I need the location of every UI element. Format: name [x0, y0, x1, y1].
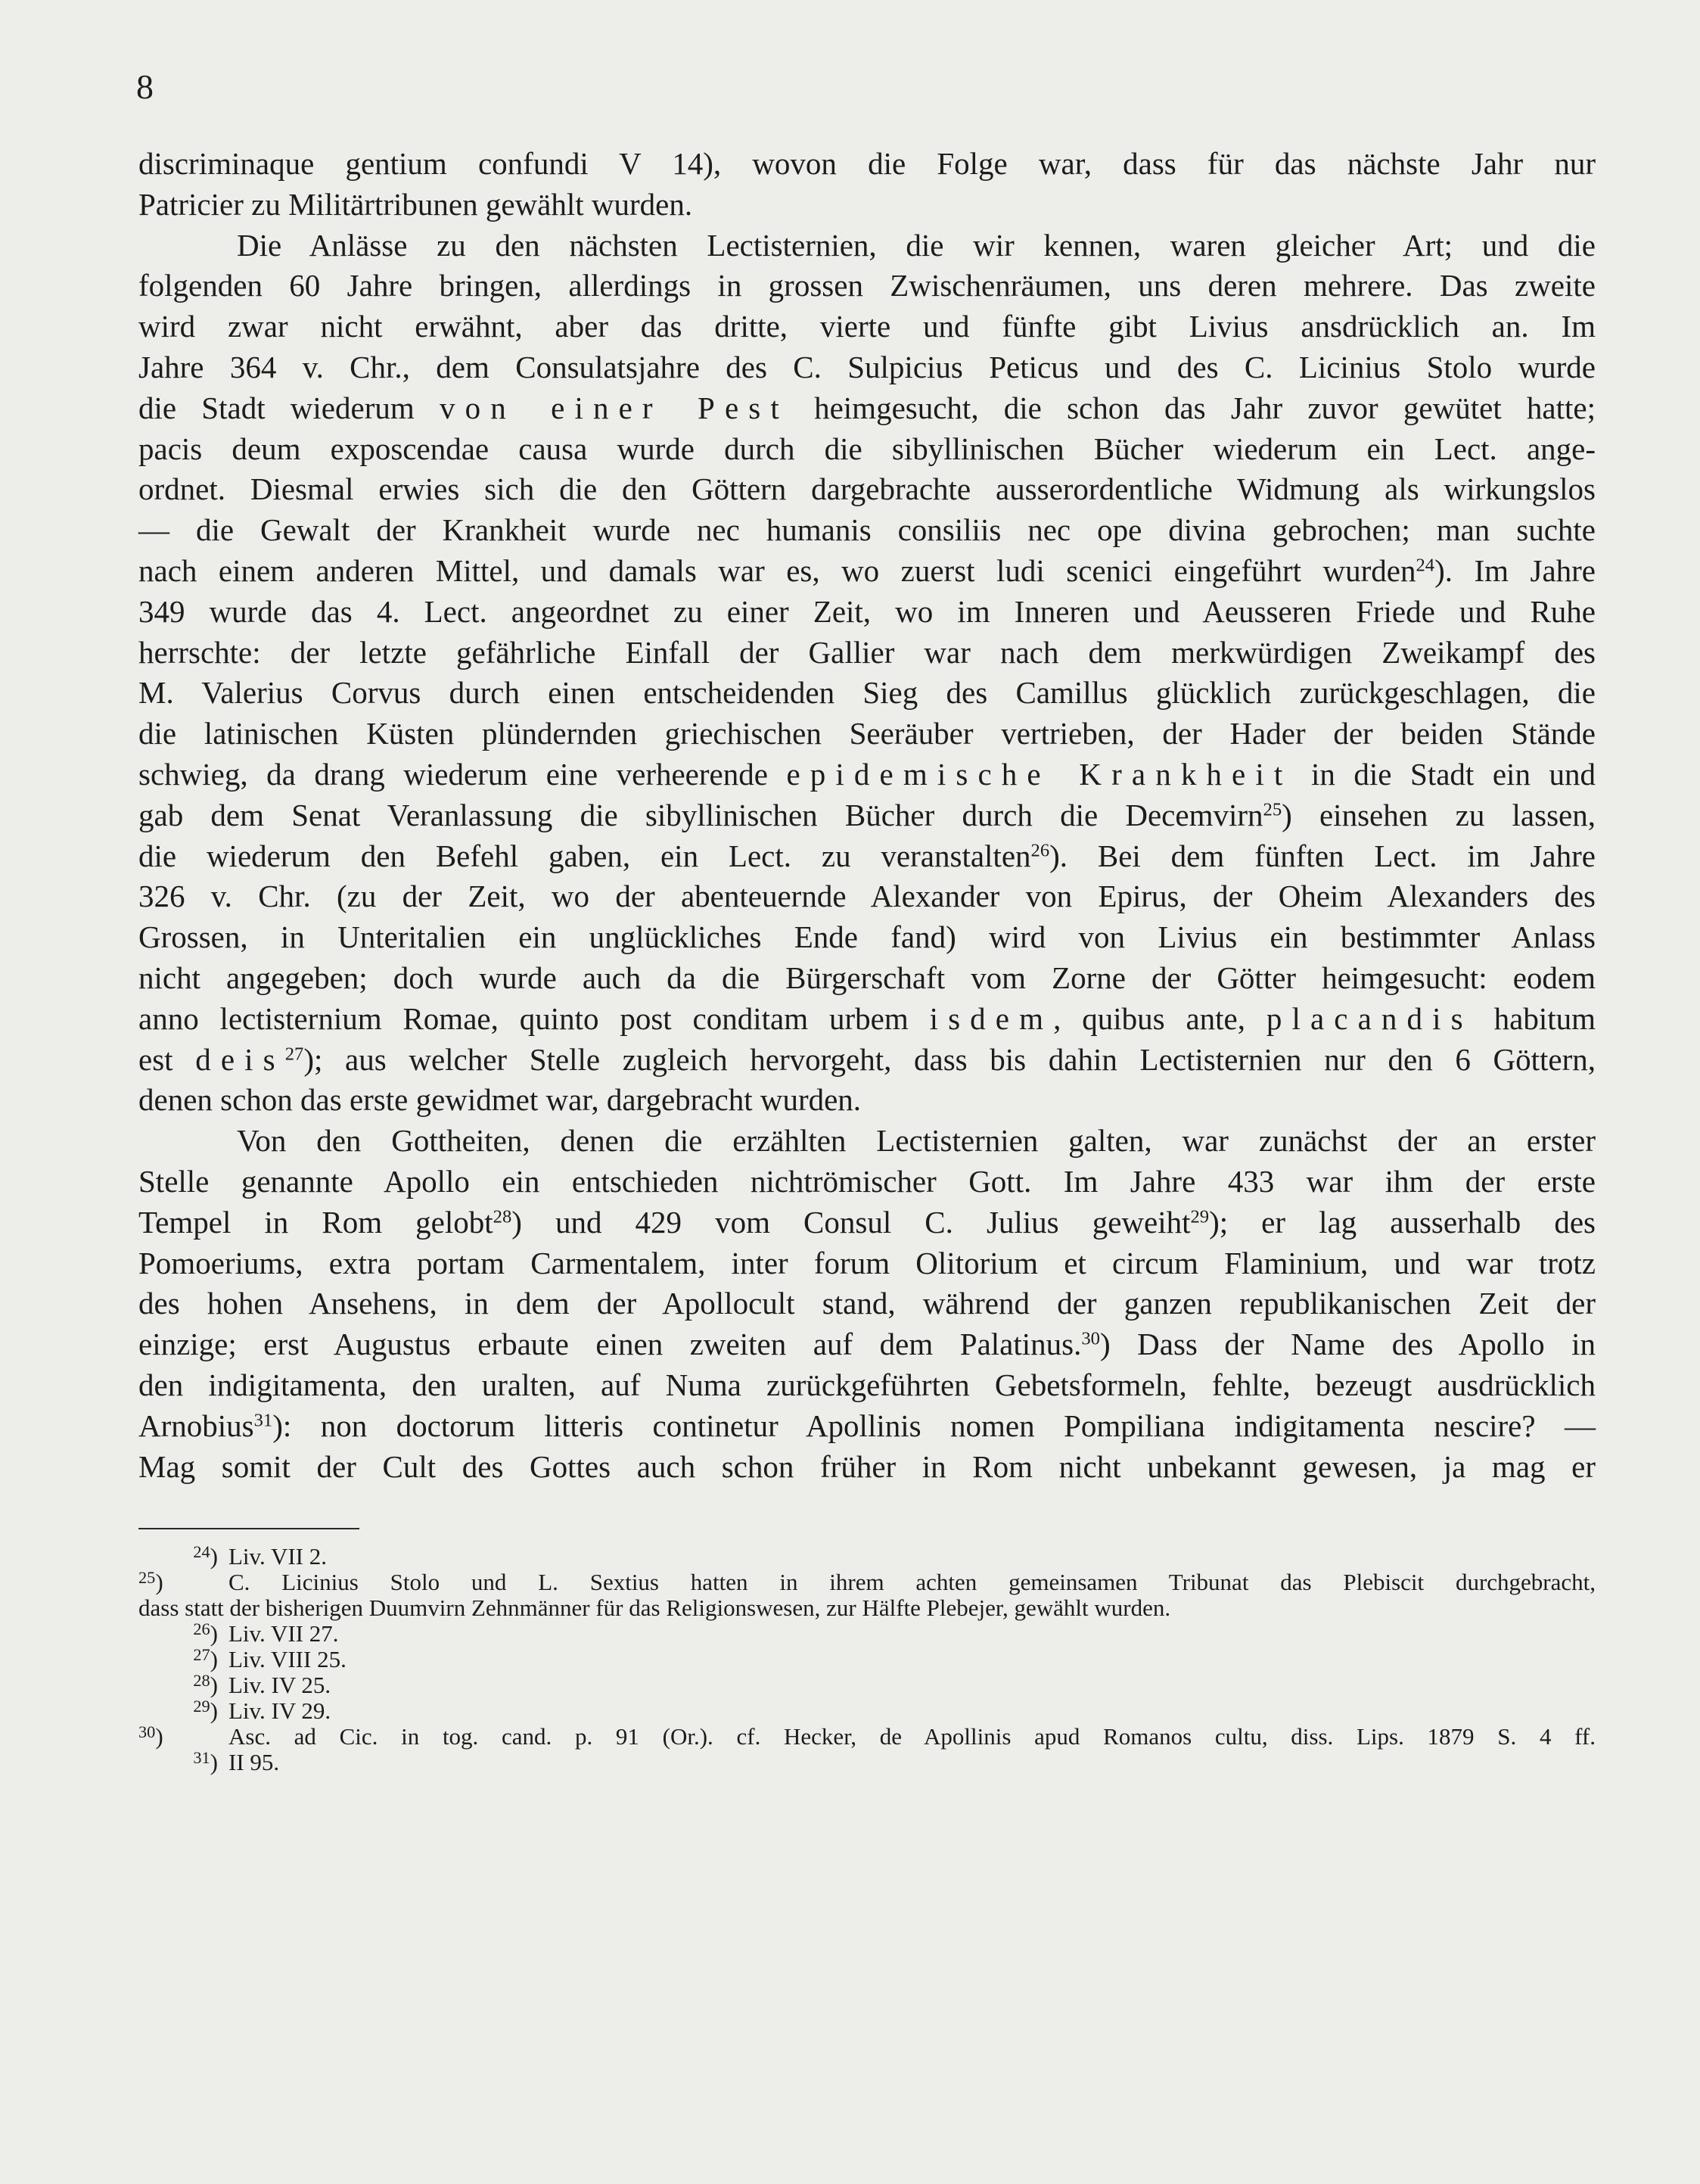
footnote-text: dass statt der bisherigen Duumvirn Zehnmänner für das Religionswesen, zur Hälfte Plebejer, gewählt wurden.: [138, 1594, 1171, 1621]
footnotes: [138, 1544, 1596, 1775]
text-run: folgenden 60 Jahre bringen, allerdings in grossen Zwischenräumen, uns deren mehrere. Das zweite: [138, 268, 1596, 303]
text-run: nicht angegeben; doch wurde auch da die Bürgerschaft vom Zorne der Götter heimgesucht: eodem: [138, 960, 1596, 995]
text-run: ). Bei dem fünften Lect. im Jahre: [1049, 838, 1596, 873]
text-run: ). Im Jahre: [1434, 552, 1596, 588]
text-line: [138, 1202, 1596, 1243]
footnote-number-value: 31: [193, 1748, 210, 1768]
footnote-text: Liv. IV 25.: [228, 1672, 331, 1698]
text-run: einzige; erst Augustus erbaute einen zweiten auf dem Palatinus.: [138, 1327, 1082, 1362]
text-run: des hohen Ansehens, in dem der Apollocult stand, während der ganzen republikanischen Zeit der: [138, 1286, 1596, 1321]
footnote: [138, 1647, 1596, 1672]
footnote-number: $^{29}$): [193, 1697, 218, 1724]
footnote-text: Asc. ad Cic. in tog. cand. p. 91 (Or.). cf. Hecker, de Apollinis apud Romanos cultu, diss. Lips. 1879 S. 4 ff.: [228, 1723, 1596, 1750]
footnote: [138, 1595, 1596, 1621]
text-line: [138, 714, 1596, 754]
text-line: [138, 917, 1596, 958]
text-run: die wiederum den Befehl gaben, ein Lect. zu veranstalten: [138, 838, 1031, 873]
spaced-text: epidemische Krankheit: [786, 756, 1293, 792]
text-line: [138, 836, 1596, 877]
text-line: [138, 673, 1596, 714]
text-run: ); er lag ausserhalb des: [1209, 1204, 1596, 1240]
footnote-text: Liv. VII 2.: [228, 1543, 328, 1570]
text-run: ) einsehen zu lassen,: [1282, 797, 1596, 832]
text-line: [138, 958, 1596, 999]
text-run: Pomoeriums, extra portam Carmentalem, inter forum Olitorium et circum Flaminium, und war trotz: [138, 1245, 1596, 1280]
footnote-rule: [138, 1528, 359, 1529]
text-line: [138, 1040, 1596, 1081]
text-run: gab dem Senat Veranlassung die sibyllinischen Bücher durch die Decemvirn: [138, 797, 1263, 832]
text-run: discriminaque gentium confundi V 14), wovon die Folge war, dass für das nächste Jahr nur: [138, 146, 1596, 181]
footnote-number-value: 25: [138, 1568, 156, 1588]
text-run: est: [138, 1041, 196, 1077]
text-run: Tempel in Rom gelobt: [138, 1204, 493, 1240]
footnote-number-value: 24: [193, 1542, 210, 1562]
text-run: ordnet. Diesmal erwies sich die den Göttern dargebrachte ausserordentliche Widmung als wirkungslos: [138, 471, 1596, 507]
text-line: [138, 266, 1596, 306]
text-run: den indigitamenta, den uralten, auf Numa zurückgeführten Gebetsformeln, fehlte, bezeugt ausdrücklich: [138, 1367, 1596, 1402]
text-line: [138, 1243, 1596, 1284]
text-run: Stelle genannte Apollo ein entschieden nichtrömischer Gott. Im Jahre 433 war ihm der erste: [138, 1163, 1596, 1199]
text-line: [138, 754, 1596, 795]
text-line: [138, 1365, 1596, 1406]
text-run: ): non doctorum litteris continetur Apollinis nomen Pompiliana indigitamenta nescire? —: [272, 1408, 1596, 1443]
text-run: herrschte: der letzte gefährliche Einfall der Gallier war nach dem merkwürdigen Zweikampf des: [138, 634, 1596, 670]
text-run: ) und 429 vom Consul C. Julius geweiht: [511, 1204, 1191, 1240]
footnote-number-value: 30: [138, 1722, 156, 1742]
text-run: Von den Gottheiten, denen die erzählten Lectisternien galten, war zunächst der an erster: [237, 1123, 1596, 1159]
footnote-number: $^{26}$): [193, 1619, 218, 1647]
footnote: [138, 1570, 1596, 1595]
text-line: [138, 469, 1596, 510]
text-run: denen schon das erste gewidmet war, dargebracht wurden.: [138, 1082, 862, 1118]
footnote-ref: 24: [1416, 555, 1435, 576]
footnote: [138, 1698, 1596, 1724]
text-line: [138, 510, 1596, 551]
spaced-text: placandis: [1266, 1000, 1473, 1036]
text-run: anno lectisternium Romae, quinto post conditam urbem: [138, 1000, 930, 1036]
footnote-ref: 30: [1081, 1328, 1100, 1349]
spaced-text: deis: [195, 1041, 285, 1077]
text-line: [138, 1121, 1596, 1162]
footnote-number-value: 28: [193, 1671, 210, 1691]
text-line: [138, 592, 1596, 633]
footnote-number-value: 26: [193, 1619, 210, 1639]
footnote-ref: 27: [284, 1044, 304, 1065]
footnote-number-value: 29: [193, 1697, 210, 1716]
text-line: [138, 1283, 1596, 1324]
text-line: [138, 795, 1596, 836]
text-line: [138, 1447, 1596, 1488]
text-line: [138, 226, 1596, 266]
text-run: Grossen, in Unteritalien ein unglückliches Ende fand) wird von Livius ein bestimmter Anlass: [138, 919, 1596, 955]
text-line: [138, 144, 1596, 185]
text-run: nach einem anderen Mittel, und damals war es, wo zuerst ludi scenici eingeführt wurden: [138, 552, 1416, 588]
text-line: [138, 1080, 1596, 1121]
footnote: [138, 1724, 1596, 1750]
footnote-text: Liv. VII 27.: [228, 1620, 339, 1647]
text-run: pacis deum exposcendae causa wurde durch die sibyllinischen Bücher wiederum ein Lect. ange-: [138, 431, 1596, 466]
text-line: [138, 306, 1596, 347]
text-line: [138, 347, 1596, 388]
footnote: [138, 1672, 1596, 1698]
footnote-ref: 25: [1263, 799, 1282, 820]
spaced-text: isdem: [929, 1000, 1054, 1036]
footnote-number: $^{30}$): [138, 1722, 163, 1750]
text-run: die Stadt wiederum: [138, 390, 440, 425]
footnote-text: C. Licinius Stolo und L. Sextius hatten in ihrem achten gemeinsamen Tribunat das Plebiscit durchgebracht,: [228, 1569, 1596, 1595]
footnote-text: Liv. IV 29.: [228, 1697, 331, 1724]
footnote-ref: 26: [1030, 840, 1050, 861]
spaced-text: von einer Pest: [439, 390, 789, 425]
text-run: Mag somit der Cult des Gottes auch schon früher in Rom nicht unbekannt gewesen, ja mag er: [138, 1448, 1596, 1484]
footnote-ref: 31: [253, 1410, 273, 1431]
text-run: heimgesucht, die schon das Jahr zuvor gewütet hatte;: [788, 390, 1596, 425]
text-line: [138, 633, 1596, 674]
text-run: — die Gewalt der Krankheit wurde nec humanis consiliis nec ope divina gebrochen; man suchte: [138, 512, 1596, 548]
text-run: ) Dass der Name des Apollo in: [1099, 1327, 1596, 1362]
footnote: [138, 1621, 1596, 1647]
text-run: die latinischen Küsten plündernden griechischen Seeräuber vertrieben, der Hader der beiden Stände: [138, 716, 1596, 751]
text-run: , quibus ante,: [1053, 1000, 1266, 1036]
text-line: [138, 1162, 1596, 1202]
text-run: Jahre 364 v. Chr., dem Consulatsjahre des C. Sulpicius Peticus und des C. Licinius Stolo wurde: [138, 349, 1596, 384]
text-run: wird zwar nicht erwähnt, aber das dritte, vierte und fünfte gibt Livius ansdrücklich an. Im: [138, 309, 1596, 344]
text-run: ); aus welcher Stelle zugleich hervorgeht, dass bis dahin Lectisternien nur den 6 Göttern,: [303, 1041, 1596, 1077]
text-run: Arnobius: [138, 1408, 254, 1443]
text-run: Patricier zu Militärtribunen gewählt wurden.: [138, 186, 693, 222]
footnote-ref: 29: [1190, 1206, 1210, 1227]
text-run: schwieg, da drang wiederum eine verheerende: [138, 756, 787, 792]
page-number: 8: [136, 67, 154, 106]
footnote-text: II 95.: [228, 1749, 280, 1775]
text-run: Die Anlässe zu den nächsten Lectisternien, die wir kennen, waren gleicher Art; und die: [237, 227, 1596, 263]
footnote-text: Liv. VIII 25.: [228, 1646, 347, 1672]
footnote-number: $^{25}$): [138, 1568, 163, 1595]
footnote-number: $^{28}$): [193, 1671, 218, 1698]
text-line: [138, 1324, 1596, 1365]
text-run: in die Stadt ein und: [1292, 756, 1596, 792]
footnote-ref: 28: [493, 1206, 512, 1227]
footnote-number: $^{27}$): [193, 1645, 218, 1672]
text-run: 326 v. Chr. (zu der Zeit, wo der abenteuernde Alexander von Epirus, der Oheim Alexanders des: [138, 879, 1596, 914]
text-line: [138, 999, 1596, 1040]
text-line: [138, 429, 1596, 470]
text-line: [138, 551, 1596, 592]
footnote-number: $^{31}$): [193, 1748, 218, 1775]
footnote: [138, 1544, 1596, 1570]
footnote-number-value: 27: [193, 1645, 210, 1665]
text-run: M. Valerius Corvus durch einen entscheidenden Sieg des Camillus glücklich zurückgeschlagen, die: [138, 675, 1596, 711]
text-line: [138, 876, 1596, 917]
footnote-number: $^{24}$): [193, 1542, 218, 1570]
text-run: habitum: [1472, 1000, 1596, 1036]
text-line: [138, 388, 1596, 429]
text-line: [138, 1406, 1596, 1447]
footnote: [138, 1750, 1596, 1775]
text-line: [138, 185, 1596, 226]
text-run: 349 wurde das 4. Lect. angeordnet zu einer Zeit, wo im Inneren und Aeusseren Friede und Ruhe: [138, 593, 1596, 629]
body-text: [138, 144, 1596, 1487]
